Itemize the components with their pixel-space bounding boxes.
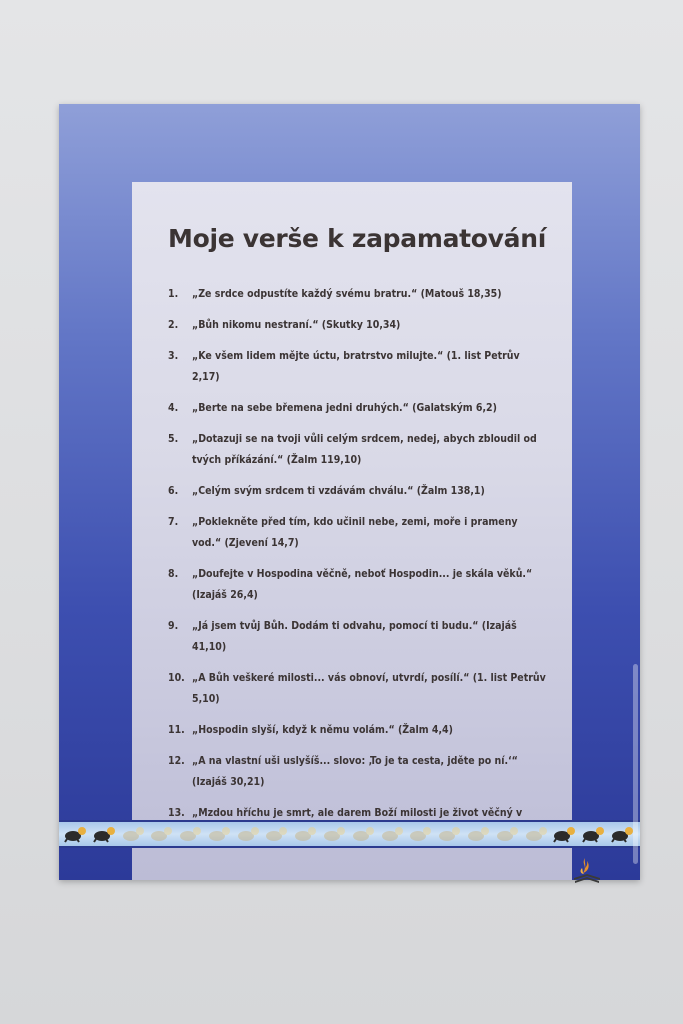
animal-motif-icon bbox=[466, 825, 492, 843]
animal-motif-icon bbox=[408, 825, 434, 843]
list-item bbox=[168, 284, 548, 305]
list-item bbox=[168, 720, 548, 741]
verse-text: „Ze srdce odpustíte každý svému bratru.“ (Matouš 18,35) bbox=[192, 288, 502, 300]
verse-text: „Bůh nikomu nestraní.“ (Skutky 10,34) bbox=[192, 319, 401, 331]
animal-motif-icon bbox=[236, 825, 262, 843]
verse-number: 13. bbox=[168, 807, 185, 819]
list-item bbox=[168, 512, 548, 554]
page-title: Moje verše k zapamatování bbox=[168, 224, 546, 253]
animal-motif-icon bbox=[322, 825, 348, 843]
animal-motif-icon bbox=[351, 825, 377, 843]
verse-list bbox=[168, 284, 548, 855]
animal-motif-icon bbox=[581, 825, 607, 843]
list-item bbox=[168, 346, 548, 388]
verse-text: „Dotazuji se na tvoji vůli celým srdcem, nedej, abych zbloudil od tvých příkázání.“ (Žalm 119,10) bbox=[192, 433, 537, 466]
verse-number: 8. bbox=[168, 568, 179, 580]
verse-number: 6. bbox=[168, 485, 179, 497]
animal-motif-icon bbox=[178, 825, 204, 843]
verse-number: 4. bbox=[168, 402, 179, 414]
verse-panel bbox=[132, 182, 572, 880]
adventist-flame-book-icon bbox=[572, 856, 602, 886]
animal-motif-icon bbox=[437, 825, 463, 843]
list-item bbox=[168, 315, 548, 336]
animal-motif-icon bbox=[552, 825, 578, 843]
verse-number: 1. bbox=[168, 288, 179, 300]
animal-motif-icon bbox=[121, 825, 147, 843]
verse-text: „Celým svým srdcem ti vzdávám chválu.“ (Žalm 138,1) bbox=[192, 485, 485, 497]
verse-text: „Ke všem lidem mějte úctu, bratrstvo milujte.“ (1. list Petrův 2,17) bbox=[192, 350, 520, 383]
verse-text: „A Bůh veškeré milosti... vás obnoví, utvrdí, posílí.“ (1. list Petrův 5,10) bbox=[192, 672, 546, 705]
verse-number: 5. bbox=[168, 433, 179, 445]
animal-motif-icon bbox=[380, 825, 406, 843]
verse-number: 11. bbox=[168, 724, 185, 736]
list-item bbox=[168, 481, 548, 502]
animal-motif-icon bbox=[92, 825, 118, 843]
verse-number: 9. bbox=[168, 620, 179, 632]
list-item bbox=[168, 398, 548, 419]
list-item bbox=[168, 564, 548, 606]
list-item bbox=[168, 429, 548, 471]
verse-number: 12. bbox=[168, 755, 185, 767]
verse-text: „A na vlastní uši uslyšíš... slovo: ‚To je ta cesta, jděte po ní.‘“ (Izajáš 30,21) bbox=[192, 755, 518, 788]
animal-motif-icon bbox=[207, 825, 233, 843]
decorative-border bbox=[59, 820, 640, 848]
verse-text: „Hospodin slyší, když k němu volám.“ (Žalm 4,4) bbox=[192, 724, 453, 736]
verse-text: „Berte na sebe břemena jedni druhých.“ (Galatským 6,2) bbox=[192, 402, 497, 414]
verse-text: „Mzdou hříchu je smrt, ale darem Boží milosti je život věčný v bbox=[192, 807, 523, 819]
animal-motif-icon bbox=[293, 825, 319, 843]
list-item bbox=[168, 616, 548, 658]
verse-number: 10. bbox=[168, 672, 185, 684]
list-item bbox=[168, 751, 548, 793]
animal-motif-icon bbox=[63, 825, 89, 843]
animal-motif-icon bbox=[149, 825, 175, 843]
animal-motif-icon bbox=[524, 825, 550, 843]
animal-motif-icon bbox=[610, 825, 636, 843]
verse-number: 7. bbox=[168, 516, 179, 528]
list-item bbox=[168, 668, 548, 710]
verse-text: „Já jsem tvůj Bůh. Dodám ti odvahu, pomocí ti budu.“ (Izajáš 41,10) bbox=[192, 620, 517, 653]
animal-motif-icon bbox=[495, 825, 521, 843]
verse-number: 3. bbox=[168, 350, 179, 362]
booklet-cover bbox=[59, 104, 640, 880]
animal-motif-icon bbox=[264, 825, 290, 843]
verse-number: 2. bbox=[168, 319, 179, 331]
verse-text: „Poklekněte před tím, kdo učinil nebe, zemi, moře i prameny vod.“ (Zjevení 14,7) bbox=[192, 516, 518, 549]
verse-text: „Doufejte v Hospodina věčně, neboť Hospodin... je skála věků.“ (Izajáš 26,4) bbox=[192, 568, 533, 601]
